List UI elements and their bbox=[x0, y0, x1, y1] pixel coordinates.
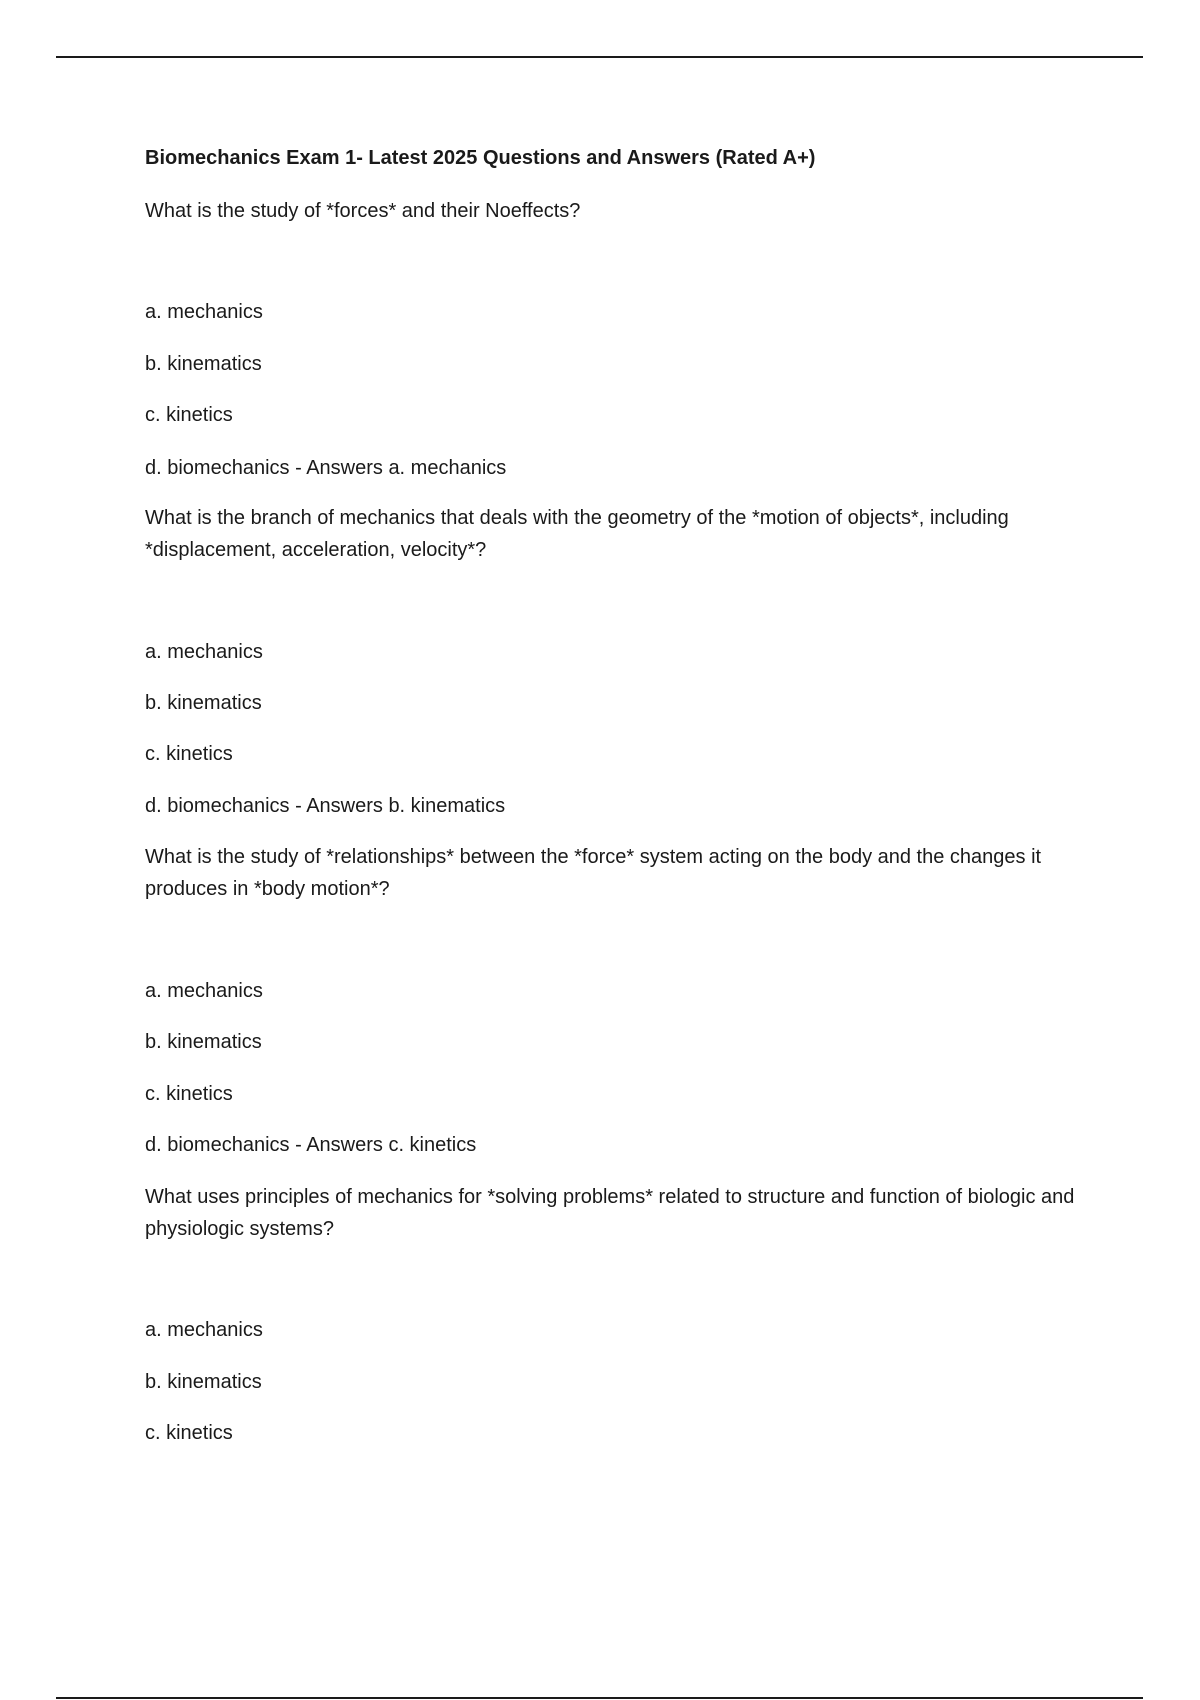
header-rule bbox=[56, 56, 1143, 58]
document-title: Biomechanics Exam 1- Latest 2025 Questions and Answers (Rated A+) bbox=[145, 147, 816, 169]
answer-option: c. kinetics bbox=[145, 1083, 233, 1105]
answer-option: a. mechanics bbox=[145, 641, 263, 663]
answer-option: b. kinematics bbox=[145, 692, 262, 714]
answer-option: a. mechanics bbox=[145, 980, 263, 1002]
answer-option: a. mechanics bbox=[145, 301, 263, 323]
answer-option: b. kinematics bbox=[145, 353, 262, 375]
answer-option: b. kinematics bbox=[145, 1371, 262, 1393]
footer-rule bbox=[56, 1697, 1143, 1699]
question-prompt: What is the branch of mechanics that deals with the geometry of the *motion of objects*, including *displacement, acceleration, velocity*? bbox=[145, 507, 1009, 561]
answer-option: b. kinematics bbox=[145, 1031, 262, 1053]
question-prompt: What uses principles of mechanics for *solving problems* related to structure and function of biologic and physiologic systems? bbox=[145, 1186, 1075, 1240]
question-prompt: What is the study of *relationships* between the *force* system acting on the body and the changes it produces in *body motion*? bbox=[145, 846, 1042, 900]
answer-option: d. biomechanics - Answers a. mechanics bbox=[145, 457, 507, 479]
answer-option: c. kinetics bbox=[145, 404, 233, 426]
answer-option: a. mechanics bbox=[145, 1319, 263, 1341]
question-prompt: What is the study of *forces* and their Noeffects? bbox=[145, 200, 581, 222]
answer-option: d. biomechanics - Answers c. kinetics bbox=[145, 1134, 477, 1156]
answer-option: c. kinetics bbox=[145, 743, 233, 765]
answer-option: c. kinetics bbox=[145, 1422, 233, 1444]
answer-option: d. biomechanics - Answers b. kinematics bbox=[145, 795, 506, 817]
